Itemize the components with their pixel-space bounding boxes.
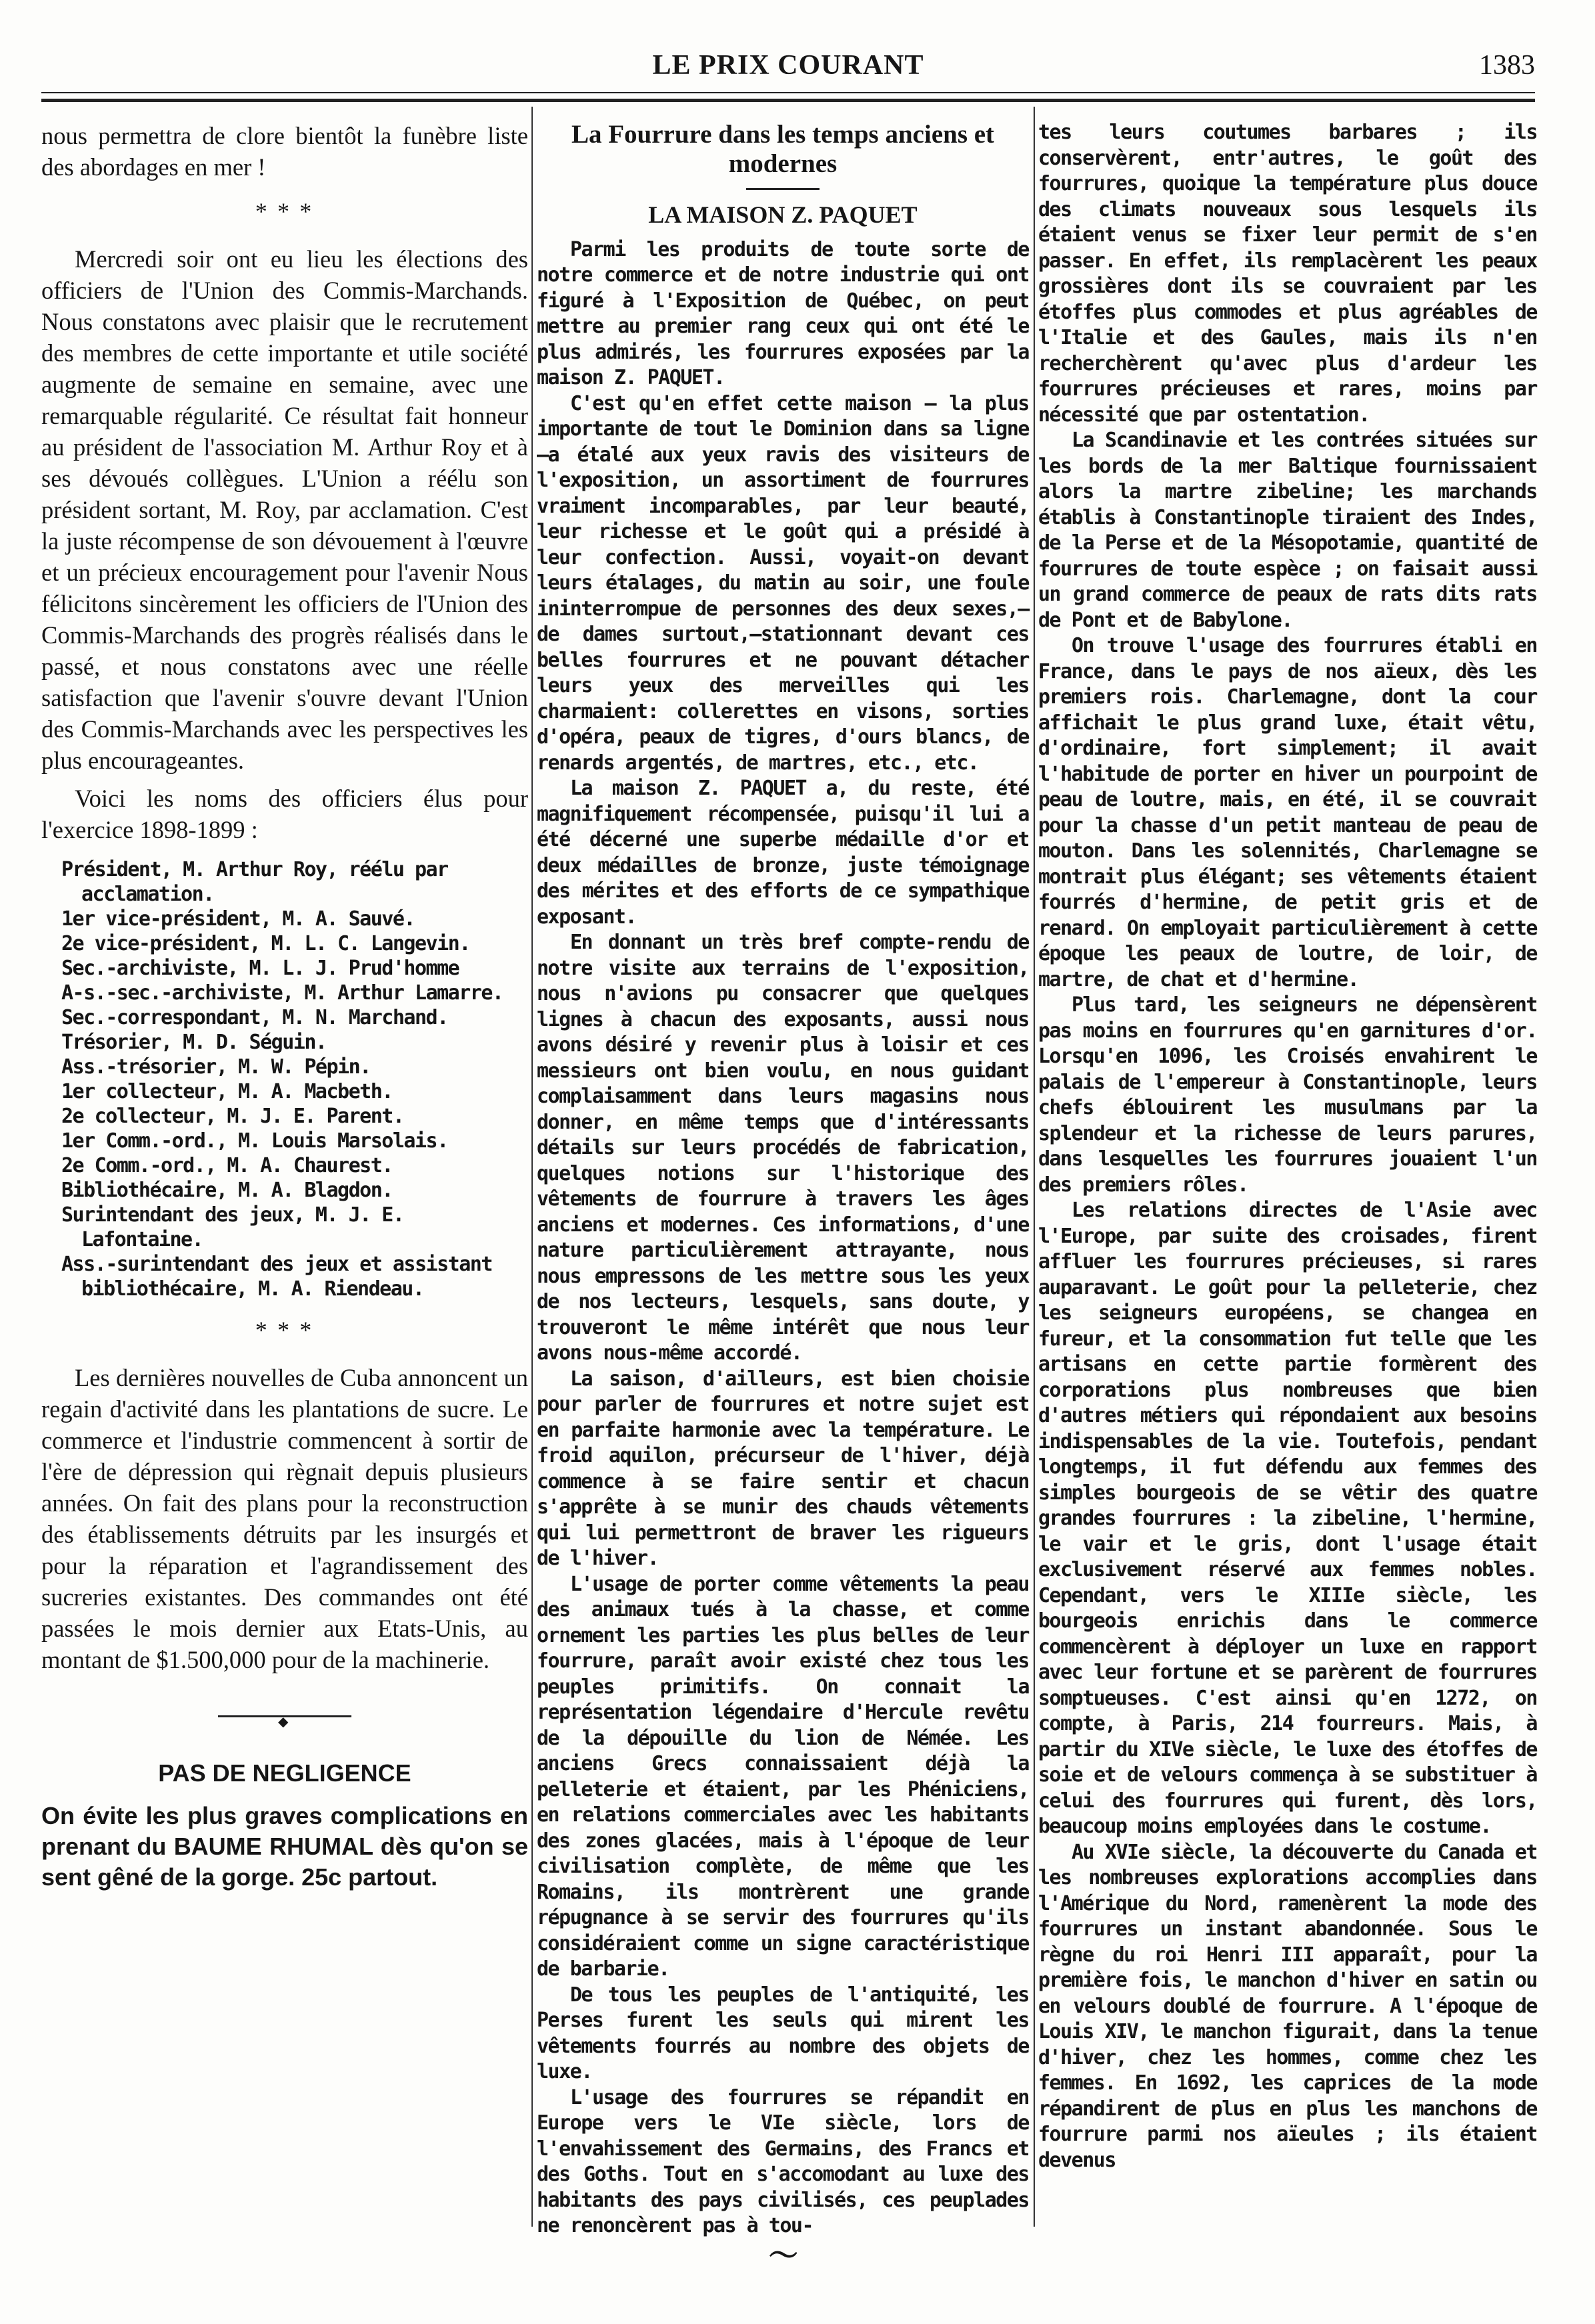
page-header: [41, 47, 1535, 87]
column-middle: [537, 120, 1029, 2273]
section-stars: * * *: [255, 198, 315, 225]
section-stars: * * *: [255, 1317, 315, 1343]
officer-entry: 2e vice-président, M. L. C. Langevin.: [61, 932, 470, 955]
newspaper-title: LE PRIX COURANT: [652, 50, 924, 81]
column-divider-2: [1034, 107, 1035, 2227]
officer-entry: Sec.-correspondant, M. N. Marchand.: [61, 1006, 448, 1029]
officer-entry: Trésorier, M. D. Séguin.: [61, 1031, 327, 1054]
article-paragraph: On trouve l'usage des fourrures établi en France, dans le pays de nos aïeux, dès les premiers rois. Charlemagne, dont la cour affichait le plus grand luxe, était vêtu, d'ordinaire, fort simplement; il avait l'habitude de porter en hiver un pourpoint de peau de loutre, mais, en été, il se couvrait pour la chasse d'un petit manteau de peau de mouton. Dans les solennités, Charlemagne se montrait plus élégant; ses vêtements étaient fourrés d'hermine, de petit gris et de renard. On employait particulièrement à cette époque les peaux de loutre, de loir, de martre, de chat et d'hermine.: [1038, 634, 1537, 991]
end-ornament: 〜: [768, 2238, 798, 2273]
officer-entry: Surintendant des jeux, M. J. E. Lafontaine.: [61, 1203, 404, 1251]
officer-entry: Ass.-surintendant des jeux et assistant bibliothécaire, M. A. Riendeau.: [61, 1253, 492, 1301]
officer-entry: Ass.-trésorier, M. W. Pépin.: [61, 1055, 371, 1079]
cuba-paragraph: Les dernières nouvelles de Cuba annoncent un regain d'activité dans les plantations de sucre. Le commerce et l'industrie commencent à sortir de l'ère de dépression qui règnait depuis plusieurs années. On fait des plans pour la reconstruction des établissements détruits par les insurgés et pour la réparation et l'agrandissement des sucreries existantes. Des commandes ont été passées le mois dernier aux Etats-Unis, au montant de $1.500,000 pour de la machinerie.: [41, 1364, 528, 1673]
officer-entry: 1er Comm.-ord., M. Louis Marsolais.: [61, 1129, 448, 1153]
column-left: [41, 120, 528, 1893]
officer-entry: 2e collecteur, M. J. E. Parent.: [61, 1105, 404, 1128]
officers-list: [61, 857, 528, 1301]
officer-entry: 1er vice-président, M. A. Sauvé.: [61, 907, 415, 931]
article-paragraph: De tous les peuples de l'antiquité, les Perses furent les seuls qui mirent les vêtements fourrés au nombre des objets de luxe.: [537, 1983, 1029, 2083]
officer-entry: A-s.-sec.-archiviste, M. Arthur Lamarre.: [61, 981, 503, 1005]
article-paragraph: Plus tard, les seigneurs ne dépensèrent pas moins en fourrures qu'en garnitures d'or. Lorsqu'en 1096, les Croisés envahirent le palais de l'empereur à Constantinople, leurs chefs éblouirent les musulmans par la splendeur et la richesse de leurs parures, dans lesquelles les fourrures jouaient l'un des premiers rôles.: [1038, 993, 1537, 1197]
column-divider-1: [531, 107, 533, 2227]
article-paragraph: tes leurs coutumes barbares ; ils conservèrent, entr'autres, le goût des fourrures, quoique la température plus douce des climats nouveaux sous lesquels ils étaient venus se fixer leur permit de s'en passer. En effet, ils remplacèrent les peaux grossières dont ils se couvraient par les étoffes plus commodes et plus agréables de l'Italie et des Gaules, mais ils n'en recherchèrent qu'avec plus d'ardeur les fourrures précieuses et rares, moins par nécessité que par ostentation.: [1038, 121, 1537, 427]
officers-intro: Voici les noms des officiers élus pour l'exercice 1898-1899 :: [41, 785, 528, 843]
column-right: [1038, 120, 1537, 2173]
article-title: La Fourrure dans les temps anciens et modernes: [571, 120, 995, 178]
article-subtitle: LA MAISON Z. PAQUET: [648, 201, 918, 228]
article-paragraph: La maison Z. PAQUET a, du reste, été magnifiquement récompensée, puisqu'il lui a été décerné une superbe médaille d'or et deux médailles de bronze, juste témoignage des mérites et des efforts de ce sympathique exposant.: [537, 777, 1029, 929]
article-paragraph: La Scandinavie et les contrées situées sur les bords de la mer Baltique fournissaient alors la martre zibeline; les marchands établis à Constantinople tiraient des Indes, de la Perse et de la Mésopotamie, quantité de fourrures de toute espèce ; on faisait aussi un grand commerce de peaux de rats dits rats de Pont et de Babylone.: [1038, 429, 1537, 632]
article-paragraph: Les relations directes de l'Asie avec l'Europe, par suite des croisades, firent affluer les fourrures précieuses, si rares auparavant. Le goût pour la pelleterie, chez les seigneurs européens, se changea en fureur, et la consommation fut telle que les artisans en cette partie formèrent des corporations plus nombreuses que bien d'autres métiers qui répondaient aux besoins indispensables de la vie. Toutefois, pendant longtemps, il fut défendu aux femmes des simples bourgeois de se vêtir des quatre grandes fourrures : la zibeline, l'hermine, le vair et le gris, dont l'usage était exclusivement réservé aux femmes nobles. Cependant, vers le XIIIe siècle, les bourgeois enrichis dans le commerce commencèrent à déployer un luxe en rapport avec leur fortune et se parèrent de fourrures somptueuses. C'est ainsi qu'en 1272, on compte, à Paris, 214 fourreurs. Mais, à partir du XIVe siècle, le luxe des étoffes de soie et de velours commença à se substituer à celui des fourrures qui furent, dès lors, beaucoup moins employées dans le costume.: [1038, 1199, 1537, 1838]
article-paragraph: C'est qu'en effet cette maison — la plus importante de tout le Dominion dans sa ligne—a étalé aux yeux ravis des visiteurs de l'exposition, un assortiment de fourrures vraiment incomparables, par leur beauté, leur richesse et le goût qui a présidé à leur confection. Aussi, voyait-on devant leurs étalages, du matin au soir, une foule ininterrompue de personnes des deux sexes,—de dames surtout,—stationnant devant ces belles fourrures et ne pouvant détacher leurs yeux des merveilles qui les charmaient: collerettes en visons, sorties d'opéra, peaux de tigres, d'ours blancs, de renards argentés, de martres, etc., etc.: [537, 391, 1029, 775]
ad-text: On évite les plus graves complications en prenant du BAUME RHUMAL dès qu'on se sent gêné de la gorge. 25c partout.: [41, 1802, 528, 1891]
elections-paragraph: Mercredi soir ont eu lieu les élections des officiers de l'Union des Commis-Marchands. Nous constatons avec plaisir que le recrutement des membres de cette importante et utile société augmente de semaine en semaine, avec une remarquable régularité. Ce résultat fait honneur au président de l'association M. Arthur Roy et à ses dévoués collègues. L'Union a réélu son président sortant, M. Roy, par acclamation. C'est la juste récompense de son dévouement à l'œuvre et un précieux encouragement pour l'avenir Nous félicitons sincèrement les officiers de l'Union des Commis-Marchands des progrès réalisés dans le passé, et nous constatons avec une réelle satisfaction que l'avenir s'ouvre devant l'Union des Commis-Marchands avec les perspectives les plus encourageantes.: [41, 245, 528, 774]
officer-entry: Sec.-archiviste, M. L. J. Prud'homme: [61, 957, 459, 980]
article-paragraph: En donnant un très bref compte-rendu de notre visite aux terrains de l'exposition, nous n'avions pu consacrer que quelques lignes à chacun des exposants, aussi nous avons désiré y revenir plus à loisir et ces messieurs ont bien voulu, en nous guidant complaisamment dans leurs magasins nous donner, en même temps que d'intéressants détails sur leurs procédés de fabrication, quelques notions sur l'historique des vêtements de fourrure à travers les âges anciens et modernes. Ces informations, d'une nature particulièrement attrayante, nous nous empressons de les mettre sous les yeux de nos lecteurs, lesquels, sans doute, y trouveront le même intérêt que nous leur avons nous-même accordé.: [537, 931, 1029, 1365]
title-rule: [746, 188, 820, 190]
ornament-divider: [218, 1715, 351, 1717]
article-paragraph: L'usage de porter comme vêtements la peau des animaux tués à la chasse, et comme ornement les parties les plus belles de leur fourrure, paraît avoir existé chez tous les peuples primitifs. On connait la représentation légendaire d'Hercule revêtu de la dépouille du lion de Némée. Les anciens Grecs connaissaient déjà la pelleterie et étaient, par les Phéniciens, en relations commerciales avec les habitants des zones glacées, mais à l'époque de leur civilisation complète, de même que les Romains, ils montrèrent une grande répugnance à se servir des fourrures qu'ils considéraient comme un signe caractéristique de barbarie.: [537, 1572, 1029, 1981]
officer-entry: Bibliothécaire, M. A. Blagdon.: [61, 1179, 393, 1202]
header-rule: [41, 92, 1535, 93]
article-paragraph: L'usage des fourrures se répandit en Europe vers le VIe siècle, lors de l'envahissement des Germains, des Francs et des Goths. Tout en s'accomodant au luxe des habitants des pays civilisés, ces peuplades ne renoncèrent pas à tou-: [537, 2085, 1029, 2237]
officer-entry: 2e Comm.-ord., M. A. Chaurest.: [61, 1154, 393, 1177]
article-paragraph: La saison, d'ailleurs, est bien choisie pour parler de fourrures et notre sujet est en parfaite harmonie avec la température. Le froid aquilon, précurseur de l'hiver, déjà commence à se faire sentir et chacun s'apprête à se munir des chauds vêtements qui lui permettront de braver les rigueurs de l'hiver.: [537, 1367, 1029, 1570]
officer-entry: 1er collecteur, M. A. Macbeth.: [61, 1080, 393, 1103]
officer-entry: Président, M. Arthur Roy, réélu par acclamation.: [61, 858, 448, 906]
page-number: 1383: [1479, 50, 1535, 81]
ad-heading: PAS DE NEGLIGENCE: [158, 1759, 411, 1787]
header-rule-thick: [41, 99, 1535, 102]
intro-paragraph: nous permettra de clore bientôt la funèbre liste des abordages en mer !: [41, 122, 528, 181]
article-paragraph: Au XVIe siècle, la découverte du Canada et les nombreuses explorations accomplies dans l'Amérique du Nord, ramenèrent la mode des fourrures un instant abandonnée. Sous le règne du roi Henri III apparaît, pour la première fois, le manchon d'hiver en satin ou en velours doublé de fourrure. A l'époque de Louis XIV, le manchon figurait, dans la tenue d'hiver, chez les hommes, comme chez les femmes. En 1692, les caprices de la mode répandirent de plus en plus les manchons de fourrure parmi nos aïeules ; ils étaient devenus: [1038, 1840, 1537, 2172]
article-paragraph: Parmi les produits de toute sorte de notre commerce et de notre industrie qui ont figuré à l'Exposition de Québec, on peut mettre au premier rang ceux qui ont été le plus admirés, les fourrures exposées par la maison Z. PAQUET.: [537, 237, 1029, 389]
